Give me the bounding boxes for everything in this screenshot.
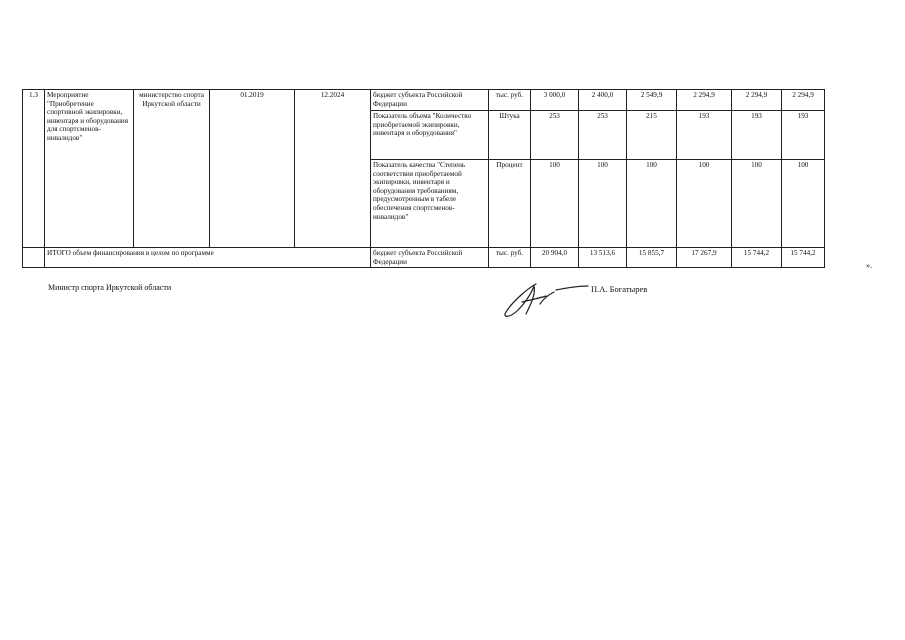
event-name: Мероприятие "Приобретение спортивной экипировки, инвентаря и оборудования для спортсменов-инвалидов" [45,90,134,248]
quality-unit: Процент [489,160,531,248]
quality-value: 100 [782,160,825,248]
total-value: 17 267,9 [677,248,732,268]
row-number: 1.3 [23,90,45,248]
quality-indicator: Показатель качества "Степень соответствия приобретаемой экипировки, инвентаря и оборудования требованиям, предусмотренным в табеле обеспечения спортсменов-инвалидов" [371,160,489,248]
finance-unit: тыс. руб. [489,90,531,111]
executor: министерство спорта Иркутской области [134,90,210,248]
table-row [23,90,825,111]
start-date: 01.2019 [210,90,295,248]
volume-value: 193 [677,111,732,160]
quality-value: 100 [677,160,732,248]
volume-indicator: Показатель объема "Количество приобретаемой экипировки, инвентаря и оборудования" [371,111,489,160]
finance-source: бюджет субъекта Российской Федерации [371,90,489,111]
finance-value: 2 549,9 [627,90,677,111]
total-value: 15 744,2 [732,248,782,268]
quality-value: 100 [732,160,782,248]
total-value: 20 904,0 [531,248,579,268]
total-label: ИТОГО объем финансирования в целом по программе [45,248,371,268]
quality-value: 100 [531,160,579,248]
volume-value: 193 [732,111,782,160]
total-source: бюджет субъекта Российской Федерации [371,248,489,268]
finance-value: 2 294,9 [782,90,825,111]
finance-value: 2 400,0 [579,90,627,111]
total-unit: тыс. руб. [489,248,531,268]
volume-value: 253 [579,111,627,160]
end-date: 12.2024 [295,90,371,248]
minister-name: П.А. Богатырев [591,284,648,294]
quality-value: 100 [579,160,627,248]
finance-value: 2 294,9 [732,90,782,111]
finance-value: 3 000,0 [531,90,579,111]
finance-value: 2 294,9 [677,90,732,111]
quality-value: 100 [627,160,677,248]
total-value: 15 744,2 [782,248,825,268]
total-value: 15 855,7 [627,248,677,268]
total-value: 13 513,6 [579,248,627,268]
table-row [23,248,825,268]
closing-quote: ». [866,261,872,270]
volume-value: 193 [782,111,825,160]
volume-unit: Штука [489,111,531,160]
minister-title: Министр спорта Иркутской области [48,283,172,292]
volume-value: 253 [531,111,579,160]
program-table [22,89,825,268]
volume-value: 215 [627,111,677,160]
signature-image [500,274,590,324]
